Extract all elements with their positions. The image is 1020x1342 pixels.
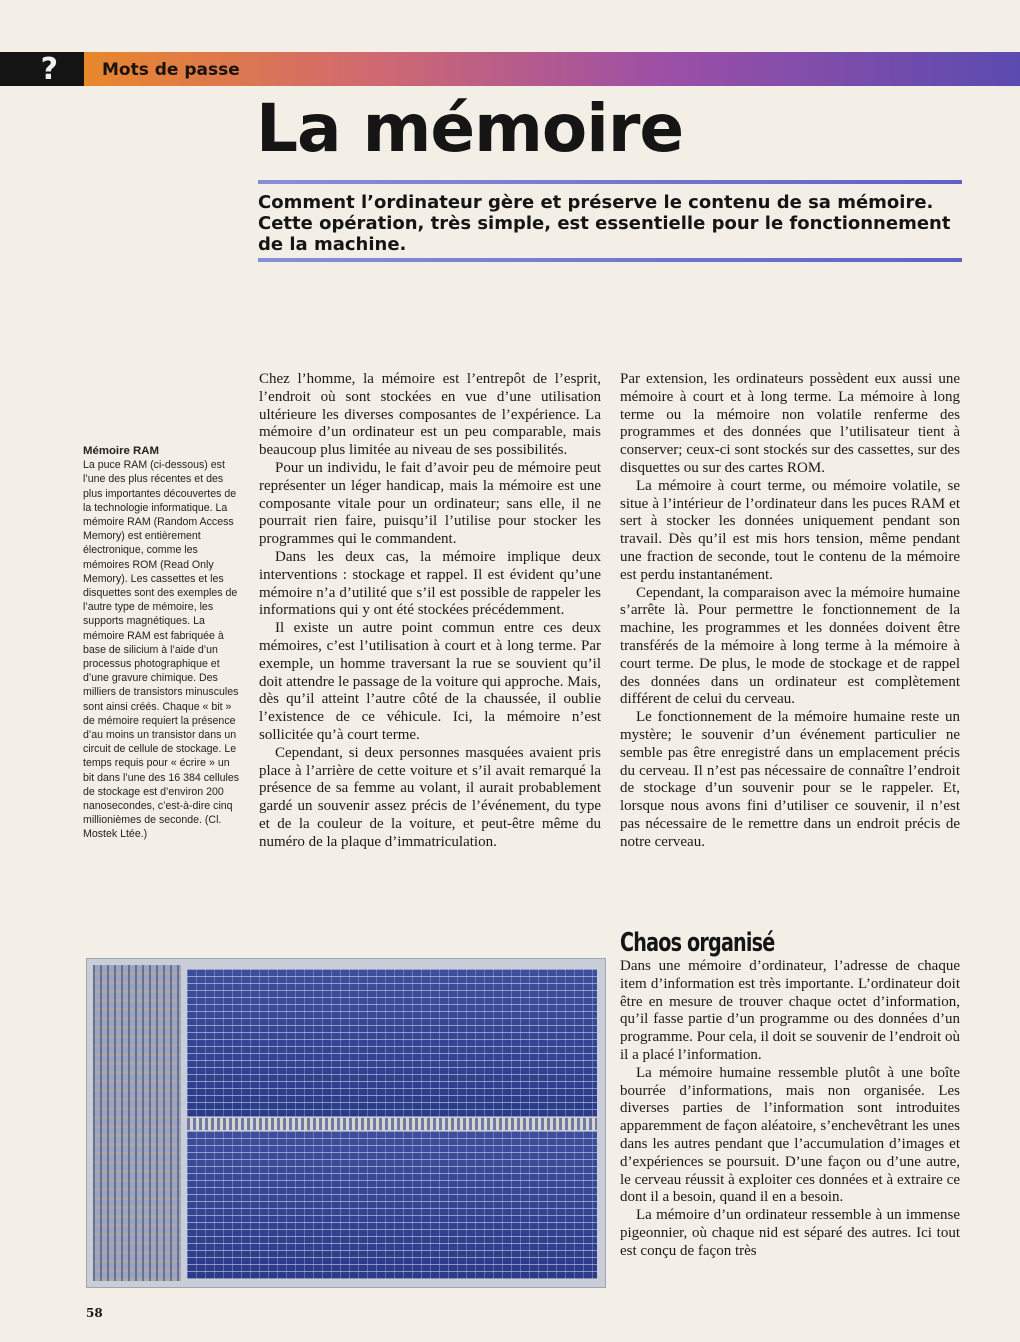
section-marker <box>0 52 84 86</box>
paragraph: Le fonctionnement de la mémoire humaine reste un mystère; le souvenir d’un événement particulier ne semble pas être enregistré dans un emplacement précis du cerveau. Il n’est pas nécessaire de connaître l’endroit de stockage d’un souvenir pour se le rappeler. Et, lorsque nous avons fini d’utiliser ce souvenir, il n’est pas nécessaire de le remettre dans un endroit précis de notre cerveau. <box>620 709 960 850</box>
section-label: Mots de passe <box>102 60 240 80</box>
subheading: Chaos organisé <box>620 928 775 958</box>
article-title: La mémoire <box>256 90 684 167</box>
paragraph: Il existe un autre point commun entre ces deux mémoires, c’est l’utilisation à court et à long terme. Par exemple, un homme traversant la rue se souvient qu’il doit attendre le passage de la voiture qui approche. Mais, dès qu’il atteint l’autre côté de la chaussée, il oublie l’existence de ce véhicule. Ici, la mémoire n’est sollicitée qu’à court terme. <box>259 620 601 743</box>
ram-chip-photo <box>86 958 606 1288</box>
body-column-1 <box>259 371 601 852</box>
photo-caption <box>83 444 241 842</box>
chip-memory-array-top <box>187 969 597 1117</box>
chip-decoder-strip <box>187 1118 597 1130</box>
chip-logic-area <box>93 965 181 1281</box>
paragraph: Chez l’homme, la mémoire est l’entrepôt de l’esprit, l’endroit où sont stockées en vue d’une utilisation ultérieure les diverses composantes de l’expérience. La mémoire d’un ordinateur est un peu comparable, mais beaucoup plus limitée au niveau de ses possibilités. <box>259 371 601 459</box>
question-mark: ? <box>40 51 58 87</box>
paragraph: Dans les deux cas, la mémoire implique deux interventions : stockage et rappel. Il est évident qu’une mémoire n’a d’utilité que s’il est possible de rappeler les informations qui y ont été stockées précédemment. <box>259 548 601 619</box>
article-lede: Comment l’ordinateur gère et préserve le contenu de sa mémoire. Cette opération, très simple, est essentielle pour le fonctionnement de la machine. <box>258 192 951 255</box>
paragraph: La mémoire à court terme, ou mémoire volatile, se situe à l’intérieur de l’ordinateur dans les puces RAM et sert à stocker les données uniquement pendant son travail. Dès qu’il est mis hors tension, même pendant une fraction de seconde, tout le contenu de la mémoire est perdu instantanément. <box>620 477 960 583</box>
title-rule-bottom <box>258 258 962 262</box>
paragraph: Par extension, les ordinateurs possèdent eux aussi une mémoire à court et à long terme. La mémoire à long terme ou la mémoire non volatile renferme des programmes et des données que l’utilisateur tient à conserver; ceux-ci sont stockés sur des cassettes, sur des disquettes ou sur des cartes ROM. <box>620 371 960 476</box>
page-number: 58 <box>86 1306 103 1320</box>
caption-title: Mémoire RAM <box>83 445 159 457</box>
title-rule-top <box>258 180 962 184</box>
body-column-2 <box>620 371 960 852</box>
caption-text: La puce RAM (ci-dessous) est l’une des plus récentes et des plus importantes découvertes de la technologie informatique. La mémoire RAM (Random Access Memory) est entièrement électronique, comme les mémoires ROM (Read Only Memory). Les cassettes et les disquettes sont des exemples de l’autre type de mémoire, les supports magnétiques. La mémoire RAM est fabriquée à base de silicium à l’aide d’un processus photographique et d’une gravure chimique. Des milliers de transistors minuscules sont ainsi créés. Chaque « bit » de mémoire requiert la présence d’au moins un transistor dans un circuit de cellule de stockage. Le temps requis pour « écrire » un bit dans l’une des 16 384 cellules de stockage est d’environ 200 nanosecondes, c’est-à-dire cinq millionièmes de seconde. (Cl. Mostek Ltée.) <box>83 459 240 841</box>
paragraph: Cependant, la comparaison avec la mémoire humaine s’arrête là. Pour permettre le fonctionnement de la machine, les programmes et les données doivent être transférés de la mémoire à long terme à la mémoire à court terme. De plus, le mode de stockage et de rappel des données dans un ordinateur est complètement différent de celui du cerveau. <box>620 584 960 708</box>
paragraph: La mémoire humaine ressemble plutôt à une boîte bourrée d’informations, mais non organisée. Les diverses parties de l’information sont introduites apparemment de façon aléatoire, s’enchevêtrant les unes dans les autres pendant que l’accumulation d’images et d’expériences se poursuit. D’une façon ou d’une autre, le cerveau réussit à exploiter ces données et à extraire ce dont il a besoin, quand il en a besoin. <box>620 1064 960 1206</box>
paragraph: Pour un individu, le fait d’avoir peu de mémoire peut représenter un léger handicap, mais la mémoire est une composante vitale pour un ordinateur; sans elle, il ne pourrait rien faire, puisqu’il l’utilise pour stocker les programmes qui le commandent. <box>259 459 601 548</box>
body-column-3 <box>620 958 960 1261</box>
chip-memory-array-bottom <box>187 1131 597 1279</box>
paragraph: La mémoire d’un ordinateur ressemble à un immense pigeonnier, où chaque nid est séparé des autres. Ici tout est conçu de façon très <box>620 1207 960 1259</box>
paragraph: Dans une mémoire d’ordinateur, l’adresse de chaque item d’information est très importante. L’ordinateur doit être en mesure de trouver chaque octet d’information, qu’il fasse partie d’un programme ou des données d’un programme. Pour cela, il doit se souvenir de l’endroit où il a placé l’information. <box>620 958 960 1063</box>
paragraph: Cependant, si deux personnes masquées avaient pris place à l’arrière de cette voiture et s’il avait remarqué la présence de sa femme au volant, il aurait probablement gardé un souvenir assez précis de l’événement, du type et de la couleur de la voiture, et peut-être même du numéro de la plaque d’immatriculation. <box>259 744 601 850</box>
